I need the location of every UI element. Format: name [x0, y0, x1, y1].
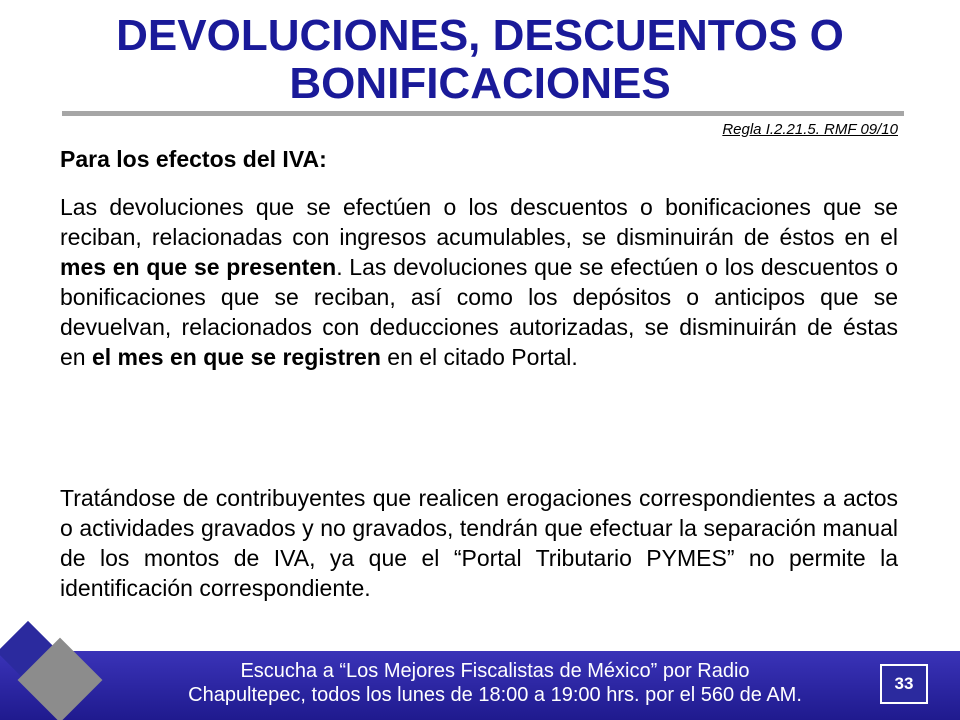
- paragraph-devoluciones: [60, 192, 898, 372]
- footer-line-1: Escucha a “Los Mejores Fiscalistas de México” por Radio: [240, 660, 750, 682]
- title-divider: [62, 111, 904, 116]
- section-subheading: Para los efectos del IVA:: [60, 146, 327, 172]
- footer-line-2: Chapultepec, todos los lunes de 18:00 a 19:00 hrs. por el 560 de AM.: [188, 684, 802, 706]
- paragraph-text: Las devoluciones que se efectúen o los descuentos o bonificaciones que se reciban, relacionadas con ingresos acumulables, se disminuirán de éstos en el: [60, 194, 898, 250]
- page-number-badge: 33: [880, 664, 928, 704]
- emphasis-text: mes en que se presenten: [60, 254, 337, 280]
- emphasis-text: el mes en que se registren: [91, 344, 381, 370]
- paragraph-text: . Las devoluciones que se efectúen o los descuentos o bonificaciones que se reciban, así como los depósitos o anticipos que se devuelvan, relacionados con deducciones autorizadas, se disminuirán de éstas en: [60, 254, 898, 370]
- paragraph-contribuyentes: Tratándose de contribuyentes que realicen erogaciones correspondientes a actos o actividades gravados y no gravados, tendrán que efectuar la separación manual de los montos de IVA, ya que el “Portal Tributario PYMES” no permite la identificación correspondiente.: [60, 485, 898, 601]
- paragraph-text: en el citado Portal.: [380, 344, 578, 370]
- footer-text: [95, 659, 895, 707]
- rule-reference: Regla I.2.21.5. RMF 09/10: [722, 121, 898, 138]
- slide-title: DEVOLUCIONES, DESCUENTOS O BONIFICACIONES: [116, 11, 844, 108]
